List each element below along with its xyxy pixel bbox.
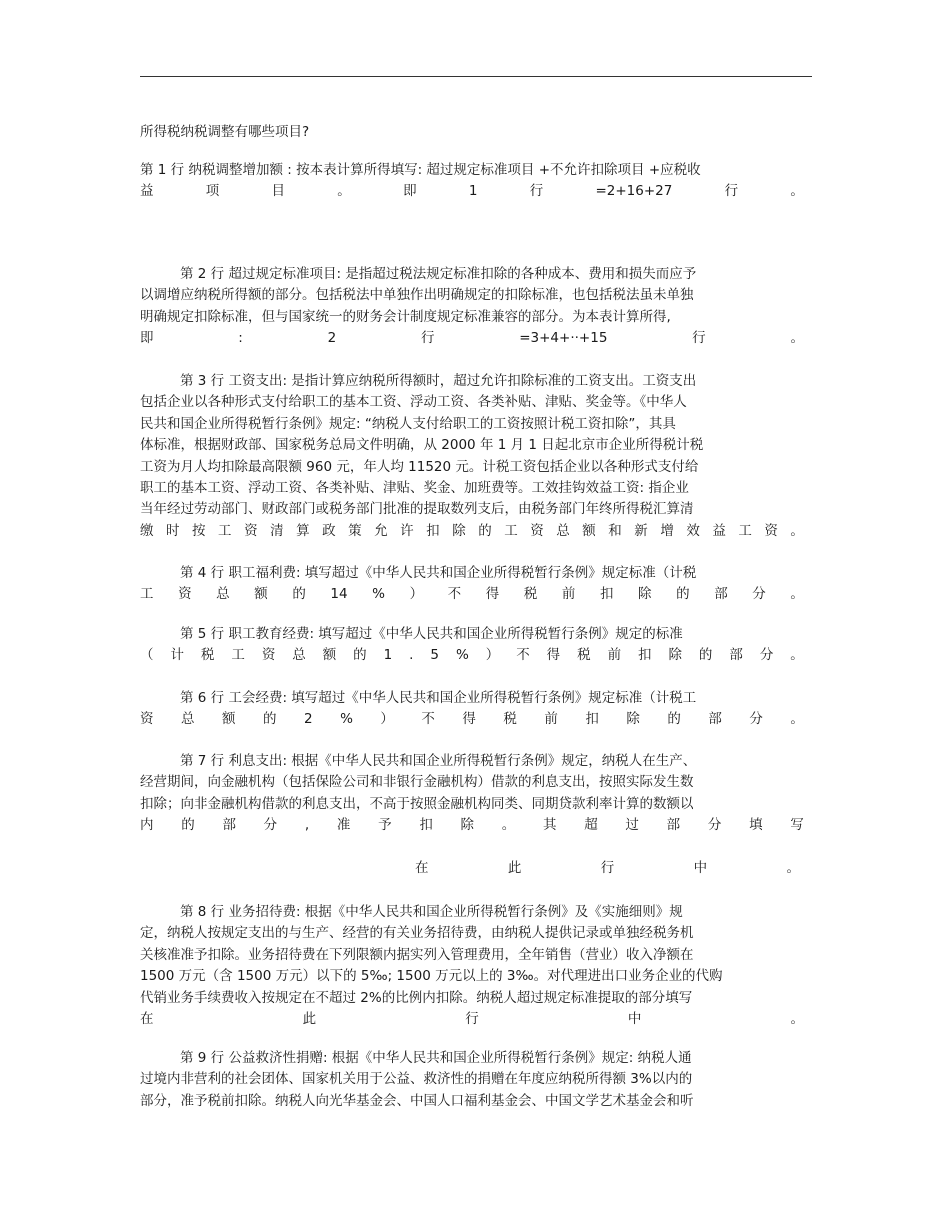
header-rule [140, 76, 812, 77]
row5-paragraph: 第 5 行 职工教育经费: 填写超过《中华人民共和国企业所得税暂行条例》规定的标准 （ 计 税 工 资 总 额 的 1 . 5 % ） 不 得 税 前 扣 除 的 部 分 。 [140, 626, 804, 664]
row1-line2: 益 项 目 。 即 1 行 =2+16+27 行 。 [140, 183, 804, 199]
row7-paragraph: 第 7 行 利息支出: 根据《中华人民共和国企业所得税暂行条例》规定，纳税人在生产、 经营期间，向金融机构（包括保险公司和非银行金融机构）借款的利息支出，按照实际发生数 扣除；向非金融机构借款的利息支出，不高于按照金融机构同类、同期贷款利率计算的数额以 内 的 部 分 , 准 予 扣 除 。 其 超 过 部 分 填 写 [140, 753, 804, 834]
row6-paragraph: 第 6 行 工会经费: 填写超过《中华人民共和国企业所得税暂行条例》规定标准（计税工 资 总 额 的 2 % ） 不 得 税 前 扣 除 的 部 分 。 [140, 690, 804, 728]
row4-paragraph: 第 4 行 职工福利费: 填写超过《中华人民共和国企业所得税暂行条例》规定标准（计税 工 资 总 额 的 14 % ） 不 得 税 前 扣 除 的 部 分 。 [140, 565, 804, 603]
row8-paragraph: 第 8 行 业务招待费: 根据《中华人民共和国企业所得税暂行条例》及《实施细则》规 定，纳税人按规定支出的与生产、经营的有关业务招待费，由纳税人提供记录或单独经税务机 关核准准予扣除。业务招待费在下列限额内据实列入管理费用，全年销售（营业）收入净额在 1500 万元（含 1500 万元）以下的 5‰; 1500 万元以上的 3‰。对代理进出口业务企业的代购 代销业务手续费收入按规定在不超过 2%的比例内扣除。纳税人超过规定标准提取的部分填写 在 此 行 中 。 [140, 904, 804, 1027]
row3-paragraph: 第 3 行 工资支出: 是指计算应纳税所得额时，超过允许扣除标准的工资支出。工资支出 包括企业以各种形式支付给职工的基本工资、浮动工资、各类补贴、津贴、奖金等。《中华人 民共和国企业所得税暂行条例》规定: “纳税人支付给职工的工资按照计税工资扣除”，其具 体标准，根据财政部、国家税务总局文件明确，从 2000 年 1 月 1 日起北京市企业所得税计税 工资为月人均扣除最高限额 960 元，年人均 11520 元。计税工资包括企业以各种形式支付给 职工的基本工资、浮动工资、各类补贴、津贴、奖金、加班费等。工效挂钩效益工资: 指企业 当年经过劳动部门、财政部门或税务部门批准的提取数列支后，由税务部门年终所得税汇算清 缴 时 按 工 资 清 算 政 策 允 许 扣 除 的 工 资 总 额 和 新 增 效 益 工 资 。 [140, 373, 804, 539]
row2-paragraph: 第 2 行 超过规定标准项目: 是指超过税法规定标准扣除的各种成本、费用和损失而应予 以调增应纳税所得额的部分。包括税法中单独作出明确规定的扣除标准，也包括税法虽未单独 明确规定扣除标准，但与国家统一的财务会计制度规定标准兼容的部分。为本表计算所得, 即 : 2 行 =3+4+··+15 行 。 [140, 266, 804, 347]
row7-extra-line: 在 此 行 中 。 [415, 860, 800, 876]
page-title: 所得税纳税调整有哪些项目? [140, 124, 310, 140]
row9-paragraph: 第 9 行 公益救济性捐赠: 根据《中华人民共和国企业所得税暂行条例》规定: 纳税人通 过境内非营利的社会团体、国家机关用于公益、救济性的捐赠在年度应纳税所得额 3%以内的 部分，准予税前扣除。纳税人向光华基金会、中国人口福利基金会、中国文学艺术基金会和听 [140, 1050, 694, 1109]
row1-line1: 第 1 行 纳税调整增加额 : 按本表计算所得填写: 超过规定标准项目 +不允许扣除项目 +应税收 [140, 162, 701, 178]
